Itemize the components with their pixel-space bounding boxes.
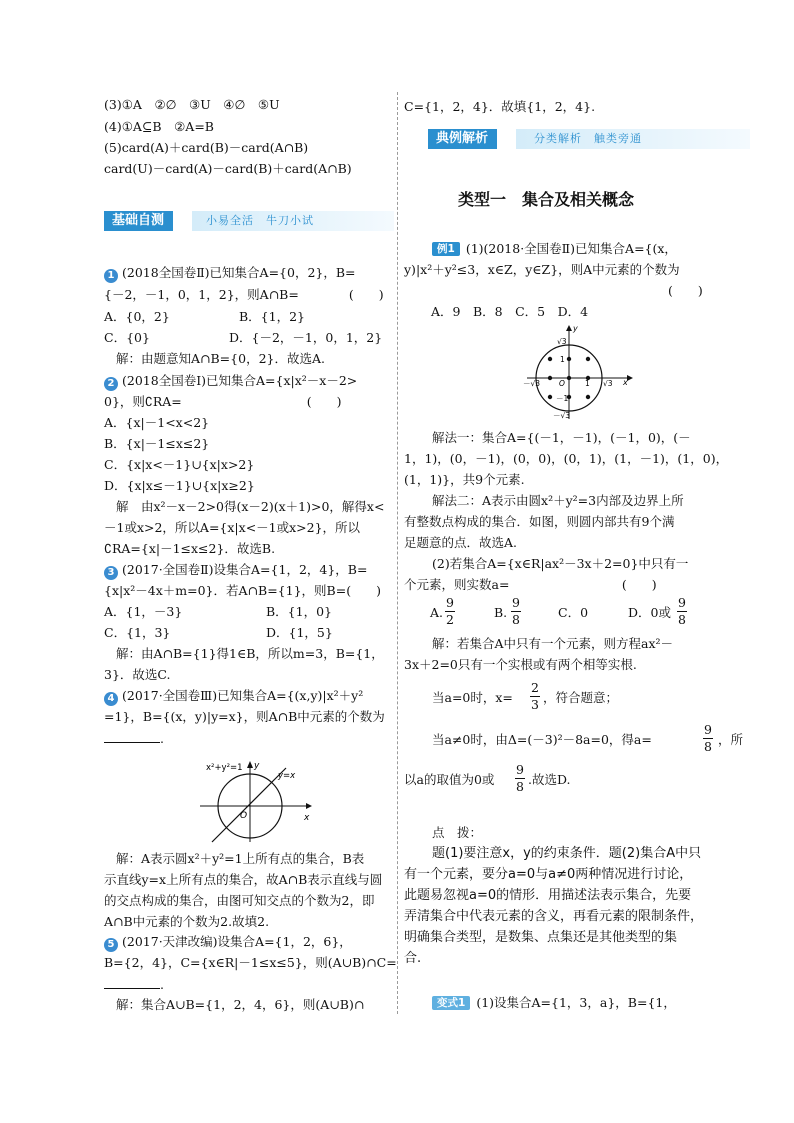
tip-line6: 合.: [404, 951, 422, 966]
problem-5-solution: 解：集合A∪B={1，2，4，6}，则(A∪B)∩: [116, 997, 365, 1012]
choice-b: B．{x|－1≤x≤2}: [104, 436, 210, 451]
problem-4-stem-line2: =1}，B={(x，y)|y=x}，则A∩B中元素的个数为: [104, 709, 385, 724]
problem-4-solution-line4: A∩B中元素的个数为2.故填2.: [104, 914, 270, 929]
section-banner-basic-test: [104, 211, 394, 231]
y-axis-arrow: [247, 761, 253, 768]
banner-label: 基础自测: [104, 211, 173, 231]
case-a-zero: 当a=0时，x= 2 3 ，符合题意；: [432, 680, 619, 712]
y-axis-label: y: [573, 324, 578, 333]
problem-5-stem-line1: 5 (2017·天津改编)设集合A={1，2，6}，: [104, 934, 352, 952]
part2-solution-line2: 3x＋2=0只有一个实根或有两个相等实根.: [404, 657, 637, 672]
y-axis-arrow: [566, 325, 572, 331]
variant-badge: 变式1: [432, 996, 470, 1010]
choice-c: C．{1，3}: [104, 625, 171, 640]
problem-3-stem-line2: {x|x²－4x＋m=0}．若A∩B={1}，则B=( ): [104, 583, 381, 598]
problem-4-solution-line2: 示直线y=x上所有点的集合，故A∩B表示直线与圆: [104, 872, 383, 887]
continued-solution-line: C={1，2，4}．故填{1，2，4}.: [404, 99, 596, 114]
method-2-line2: 有整数点构成的集合．如图，则圆内部共有9个满: [404, 514, 675, 529]
problem-3-solution-line2: 3}．故选C.: [104, 667, 171, 682]
problem-5-stem-line2: B={2，4}，C={x∈R|－1≤x≤5}，则(A∪B)∩C=: [104, 955, 397, 970]
answer-line-6: card(U)－card(A)－card(B)＋card(A∩B): [104, 161, 352, 176]
tick-label-x1: 1: [585, 379, 590, 388]
problem-4-solution-line3: 的交点构成的集合，由图可知交点的个数为2，即: [104, 893, 375, 908]
lattice-point: [586, 357, 590, 361]
variant-1-stem: 变式1 (1)设集合A={1，3，a}，B={1，: [432, 995, 676, 1011]
tick-label-neg-1: －1: [556, 394, 569, 403]
tip-line4: 弄清集合中代表元素的含义，再看元素的限制条件，: [404, 909, 704, 924]
choice-a: A．{0，2}: [104, 309, 170, 324]
answer-line-5: (5)card(A)＋card(B)－card(A∩B): [104, 140, 309, 155]
problem-4-stem-line1: 4 (2017·全国卷Ⅲ)已知集合A={(x,y)|x²＋y²: [104, 688, 363, 706]
method-1-line2: 1，1)，(0，－1)，(0，0)，(0，1)，(1，－1)，(1，0)，: [404, 451, 729, 466]
problem-1-solution: 解：由题意知A∩B={0，2}．故选A.: [116, 351, 325, 366]
method-2-line3: 足题意的点．故选A.: [404, 535, 518, 550]
choice-a-label: A.: [430, 605, 444, 620]
origin-label: O: [559, 379, 565, 388]
case-a-nonzero: 当a≠0时，由Δ=(－3)²－8a=0，得a= 9 8 ，所: [432, 722, 744, 754]
case-conclusion: 以a的取值为0或 9 8 .故选D.: [404, 762, 571, 794]
method-1-line3: (1，1)}，共9个元素.: [404, 472, 525, 487]
lattice-point: [548, 395, 552, 399]
choice-d-numerator: 9: [678, 595, 686, 610]
choice-b: B．{1，0}: [266, 604, 332, 619]
x-axis-label: x: [623, 378, 628, 387]
choice-d: D．{－2，－1，0，1，2}: [229, 330, 383, 345]
line-label: y=x: [278, 771, 296, 781]
answer-blank[interactable]: .: [104, 730, 164, 747]
choice-a: A．{x|－1<x<2}: [104, 415, 210, 430]
banner-label: 典例解析: [428, 129, 497, 149]
y-axis-label: y: [254, 761, 260, 771]
unit-circle-figure: [194, 758, 314, 844]
origin-label: O: [240, 811, 248, 821]
banner-subtitle: 分类解析 触类旁通: [534, 132, 642, 145]
tip-line5: 明确集合类型，是数集、点集还是其他类型的集: [404, 930, 678, 945]
part2-solution-line1: 解：若集合A中只有一个元素，则方程ax²－: [432, 636, 674, 651]
lattice-point: [548, 376, 552, 380]
lattice-point: [586, 395, 590, 399]
tick-label-sqrt3: √3: [557, 337, 567, 346]
choice-b-denominator: 8: [512, 612, 520, 627]
choice-c: C．{x|x<－1}∪{x|x>2}: [104, 457, 255, 472]
choice-a: A．{1，－3}: [104, 604, 183, 619]
circle-label: x²+y²=1: [206, 763, 243, 773]
choice-b: B．{1，2}: [239, 309, 305, 324]
example-1-stem-line1: 例1 (1)(2018·全国卷Ⅱ)已知集合A={(x，: [432, 241, 677, 257]
method-2-line1: 解法二：A表示由圆x²＋y²=3内部及边界上所: [432, 493, 684, 508]
problem-3-stem-line1: 3 (2017·全国卷Ⅱ)设集合A={1，2，4}，B=: [104, 562, 367, 580]
tick-label-1: 1: [560, 355, 565, 364]
choice-a-denominator: 2: [446, 612, 454, 627]
choice-d: D．{x|x≤－1}∪{x|x≥2}: [104, 478, 255, 493]
choice-d: D．{1，5}: [266, 625, 333, 640]
problem-number-badge: 3: [104, 566, 118, 580]
lattice-circle-figure: [523, 323, 635, 421]
tip-title: 点 拨：: [432, 825, 483, 840]
tip-line3: 此题易忽视a=0的情形．用描述法表示集合，先要: [404, 888, 692, 903]
example-1-part2-line1: (2)若集合A={x∈R|ax²－3x＋2=0}中只有一: [432, 556, 689, 571]
answer-line-3: (3)①A ②∅ ③U ④∅ ⑤U: [104, 97, 280, 112]
answer-line-4: (4)①A⊆B ②A=B: [104, 119, 214, 134]
column-divider: [397, 92, 398, 1014]
lattice-point: [567, 357, 571, 361]
x-axis-arrow: [306, 803, 312, 809]
section-banner-examples: [428, 129, 750, 149]
problem-3-solution-line1: 解：由A∩B={1}得1∈B，所以m=3，B={1，: [116, 646, 384, 661]
method-1-line1: 解法一：集合A={(－1，－1)，(－1，0)，(－: [432, 430, 691, 445]
problem-number-badge: 1: [104, 269, 118, 283]
banner-subtitle: 小易全活 牛刀小试: [206, 214, 314, 227]
choice-a-numerator: 9: [446, 595, 454, 610]
choice-b-numerator: 9: [512, 595, 520, 610]
choice-b-label: B.: [494, 605, 508, 620]
problem-1-stem-line2: {－2，－1，0，1，2}，则A∩B= ( ): [104, 287, 384, 302]
choice-c: C．0: [558, 605, 589, 620]
part2-choices: [430, 595, 730, 629]
tip-line2: 有一个元素，要分a=0与a≠0两种情况进行讨论，: [404, 867, 693, 882]
choice-d-denominator: 8: [678, 612, 686, 627]
lattice-point: [567, 376, 571, 380]
section-heading: 类型一 集合及相关概念: [458, 190, 635, 209]
example-1-paren: ( ): [668, 283, 703, 298]
tick-label-neg-sqrt3: －√3: [523, 379, 541, 388]
problem-2-stem-line2: 0}，则∁RA= ( ): [104, 394, 342, 409]
line-y-equals-x: [212, 768, 286, 842]
example-1-choices: A．9 B．8 C．5 D．4: [431, 304, 589, 319]
tick-label-neg-sqrt3-y: －√3: [553, 411, 571, 420]
example-1-part2-line2: 个元素，则实数a= ( ): [404, 577, 657, 592]
problem-4-solution-line1: 解：A表示圆x²＋y²=1上所有点的集合，B表: [116, 851, 365, 866]
tick-label-x-sqrt3: √3: [603, 379, 613, 388]
problem-2-solution-line3: ∁RA={x|－1≤x≤2}．故选B.: [104, 541, 276, 556]
problem-number-badge: 2: [104, 377, 118, 391]
problem-2-stem-line1: 2 (2018全国卷Ⅰ)已知集合A={x|x²－x－2>: [104, 373, 357, 391]
example-1-stem-line2: y)|x²＋y²≤3，x∈Z，y∈Z}，则A中元素的个数为: [404, 262, 680, 277]
example-badge: 例1: [432, 242, 460, 256]
tip-line1: 题(1)要注意x，y的约束条件．题(2)集合A中只: [432, 846, 702, 861]
answer-blank[interactable]: .: [104, 976, 164, 993]
problem-1-stem-line1: 1 (2018全国卷Ⅱ)已知集合A={0，2}，B=: [104, 265, 356, 283]
lattice-point: [548, 357, 552, 361]
problem-number-badge: 5: [104, 938, 118, 952]
problem-2-solution-line1: 解 由x²－x－2>0得(x－2)(x＋1)>0，解得x<: [116, 499, 385, 514]
x-axis-label: x: [304, 813, 310, 823]
choice-d-label: D．0或: [628, 605, 671, 620]
problem-number-badge: 4: [104, 692, 118, 706]
problem-2-solution-line2: －1或x>2，所以A={x|x<－1或x>2}，所以: [104, 520, 361, 535]
choice-c: C．{0}: [104, 330, 150, 345]
x-axis-arrow: [627, 375, 633, 381]
